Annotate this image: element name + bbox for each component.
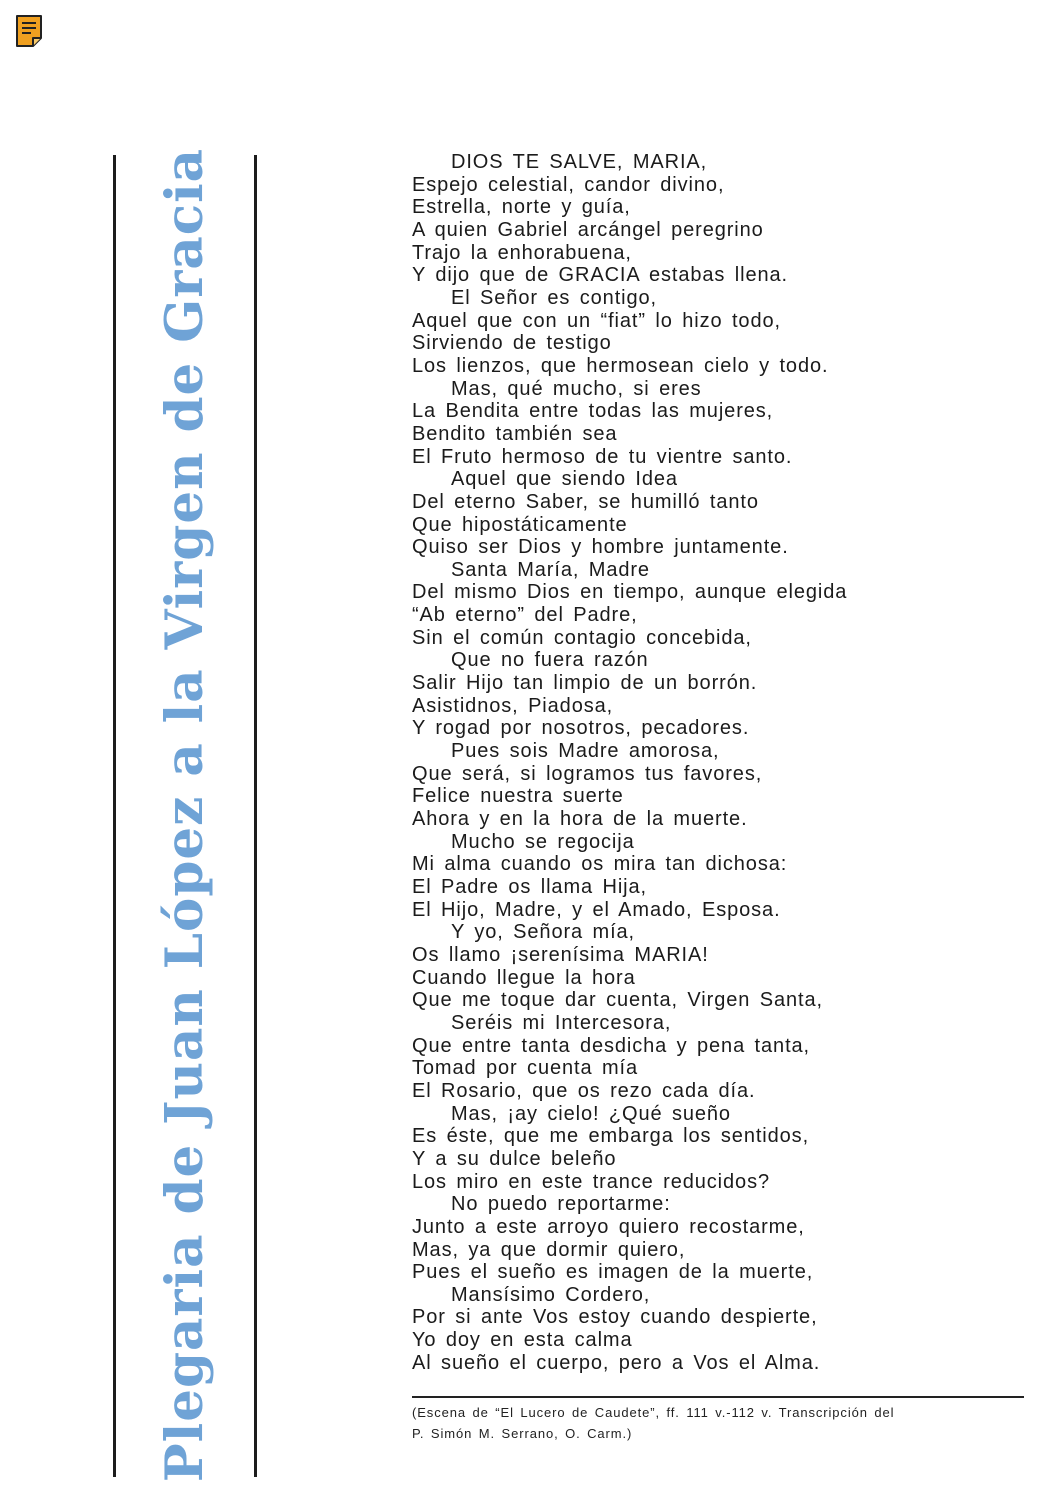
poem-line: La Bendita entre todas las mujeres, [412, 400, 774, 423]
poem-line: Del mismo Dios en tiempo, aunque elegida [412, 581, 848, 604]
poem-line: El Fruto hermoso de tu vientre santo. [412, 445, 793, 468]
poem-line: DIOS TE SALVE, MARIA, [451, 151, 708, 173]
poem-line: Y a su dulce beleño [412, 1147, 617, 1170]
poem-line: Por si ante Vos estoy cuando despierte, [412, 1306, 818, 1329]
poem-line: Sin el común contagio concebida, [412, 626, 752, 649]
poem-line: Yo doy en esta calma [412, 1329, 633, 1352]
poem-line: Asistidnos, Piadosa, [412, 694, 614, 717]
poem-line: Cuando llegue la hora [412, 966, 636, 989]
poem-line: Que entre tanta desdicha y pena tanta, [412, 1034, 811, 1057]
poem-line: Bendito también sea [412, 422, 618, 445]
footnote-line-1: (Escena de “El Lucero de Caudete”, ff. 111 v.-112 v. Transcripción del [412, 1405, 895, 1420]
poem-line: Y rogad por nosotros, pecadores. [412, 717, 750, 740]
poem-line: Seréis mi Intercesora, [451, 1011, 672, 1034]
poem-line: “Ab eterno” del Padre, [412, 604, 638, 627]
poem-line: Pues el sueño es imagen de la muerte, [412, 1261, 814, 1284]
poem-line: Y dijo que de GRACIA estabas llena. [412, 264, 789, 287]
poem-line: Que será, si logramos tus favores, [412, 762, 763, 785]
right-vertical-rule [254, 155, 257, 1477]
poem-line: Santa María, Madre [451, 558, 650, 581]
poem-line: Del eterno Saber, se humilló tanto [412, 490, 759, 513]
poem-line: Ahora y en la hora de la muerte. [412, 808, 748, 831]
poem-line: Que no fuera razón [451, 649, 649, 672]
poem-line: Quiso ser Dios y hombre juntamente. [412, 536, 789, 559]
footnote-divider [412, 1396, 1024, 1398]
poem-line: Pues sois Madre amorosa, [451, 740, 720, 763]
poem-line: Estrella, norte y guía, [412, 196, 631, 219]
poem-line: Y yo, Señora mía, [451, 921, 636, 944]
poem-line: El Padre os llama Hija, [412, 876, 648, 898]
poem-line: Los lienzos, que hermosean cielo y todo. [412, 354, 829, 377]
poem-line: Felice nuestra suerte [412, 785, 624, 808]
poem-line: Al sueño el cuerpo, pero a Vos el Alma. [412, 1351, 821, 1374]
poem-line: Que hipostáticamente [412, 513, 628, 536]
poem-line: Es éste, que me embarga los sentidos, [412, 1125, 810, 1148]
poem-line: Os llamo ¡serenísima MARIA! [412, 943, 709, 966]
poem-line: Aquel que con un “fiat” lo hizo todo, [412, 309, 781, 332]
poem-line: A quien Gabriel arcángel peregrino [412, 218, 764, 241]
poem-line: Mas, ya que dormir quiero, [412, 1238, 686, 1261]
poem-line: Mansísimo Cordero, [451, 1283, 651, 1306]
poem-line: Tomad por cuenta mía [412, 1057, 638, 1080]
left-vertical-rule [113, 155, 116, 1477]
poem-line: El Rosario, que os rezo cada día. [412, 1079, 756, 1102]
vertical-title: Plegaria de Juan López a la Virgen de Gracia [155, 147, 215, 1483]
poem-line: Sirviendo de testigo [412, 332, 612, 355]
poem-line: Que me toque dar cuenta, Virgen Santa, [412, 989, 823, 1012]
poem-line: Trajo la enhorabuena, [412, 241, 632, 264]
poem-line: El Señor es contigo, [451, 286, 657, 309]
poem [412, 151, 1032, 1374]
footnote [412, 1402, 1027, 1444]
poem-line: No puedo reportarme: [451, 1193, 671, 1216]
poem-line: El Hijo, Madre, y el Amado, Esposa. [412, 898, 781, 921]
poem-line: Mas, ¡ay cielo! ¿Qué sueño [451, 1102, 731, 1125]
poem-line: Mi alma cuando os mira tan dichosa: [412, 853, 788, 876]
poem-line: Aquel que siendo Idea [451, 468, 678, 491]
poem-line: Los miro en este trance reducidos? [412, 1170, 770, 1193]
footnote-line-2: P. Simón M. Serrano, O. Carm.) [412, 1426, 633, 1441]
poem-line: Salir Hijo tan limpio de un borrón. [412, 672, 758, 695]
poem-line: Espejo celestial, candor divino, [412, 173, 725, 196]
note-icon[interactable] [14, 14, 44, 48]
poem-line: Junto a este arroyo quiero recostarme, [412, 1215, 805, 1238]
poem-line: Mucho se regocija [451, 830, 635, 853]
poem-line: Mas, qué mucho, si eres [451, 377, 702, 400]
